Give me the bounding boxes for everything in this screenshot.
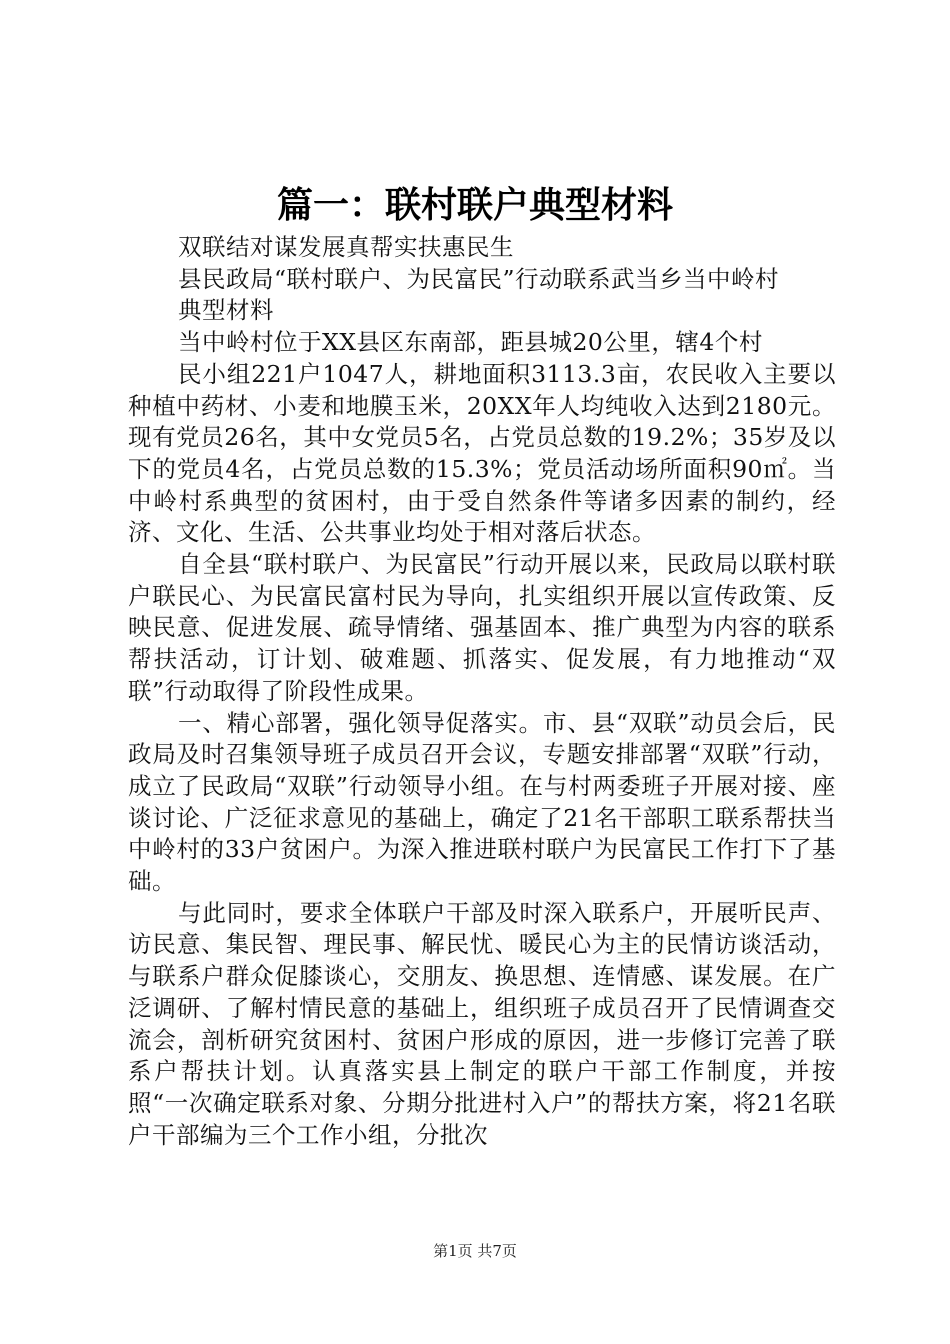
section-one-paragraph: 一、精心部署，强化领导促落实。市、县“双联”动员会后，民政局及时召集领导班子成员召开会议，专题安排部署“双联”行动，成立了民政局“双联”行动领导小组。在与村两委班子开展对接、座谈讨论、广泛征求意见的基础上，确定了21名干部职工联系帮扶当中岭村的33户贫困户。为深入推进联村联户为民富民工作打下了基础。	[128, 708, 836, 896]
subtitle-line-paragraph: 县民政局“联村联户、为民富民”行动联系武当乡当中岭村	[178, 264, 780, 293]
page-indicator: 第1页 共7页	[433, 1242, 517, 1260]
document-title: 篇一：联村联户典型材料	[276, 184, 673, 226]
meanwhile-paragraph: 与此同时，要求全体联户干部及时深入联系户，开展听民声、访民意、集民智、理民事、解民忧、暖民心为主的民情访谈活动，与联系户群众促膝谈心，交朋友、换思想、连情感、谋发展。在广泛调研、了解村情民意的基础上，组织班子成员召开了民情调查交流会，剖析研究贫困村、贫困户形成的原因，进一步修订完善了联系户帮扶计划。认真落实县上制定的联户干部工作制度，并按照“一次确定联系对象、分期分批进村入户”的帮扶方案，将21名联户干部编为三个工作小组，分批次	[128, 898, 836, 1149]
village-intro-paragraph: 当中岭村位于XX县区东南部，距县城20公里，辖4个村	[178, 328, 763, 357]
page-footer	[0, 1240, 950, 1262]
subtitle-paragraph: 双联结对谋发展真帮实扶惠民生	[178, 233, 514, 261]
material-label-paragraph: 典型材料	[178, 296, 274, 325]
village-stats-paragraph: 民小组221户1047人，耕地面积3113.3亩，农民收入主要以种植中药材、小麦和地膜玉米，20XX年人均纯收入达到2180元。现有党员26名，其中女党员5名，占党员总数的19.2%；35岁及以下的党员4名，占党员总数的15.3%；党员活动场所面积90㎡。当中岭村系典型的贫困村，由于受自然条件等诸多因素的制约，经济、文化、生活、公共事业均处于相对落后状态。	[128, 359, 836, 547]
document-body	[128, 232, 836, 1151]
campaign-overview-paragraph: 自全县“联村联户、为民富民”行动开展以来，民政局以联村联户联民心、为民富民富村民为导向，扎实组织开展以宣传政策、反映民意、促进发展、疏导情绪、强基固本、推广典型为内容的联系帮扶活动，订计划、破难题、抓落实、促发展，有力地推动“双联”行动取得了阶段性成果。	[128, 550, 836, 705]
